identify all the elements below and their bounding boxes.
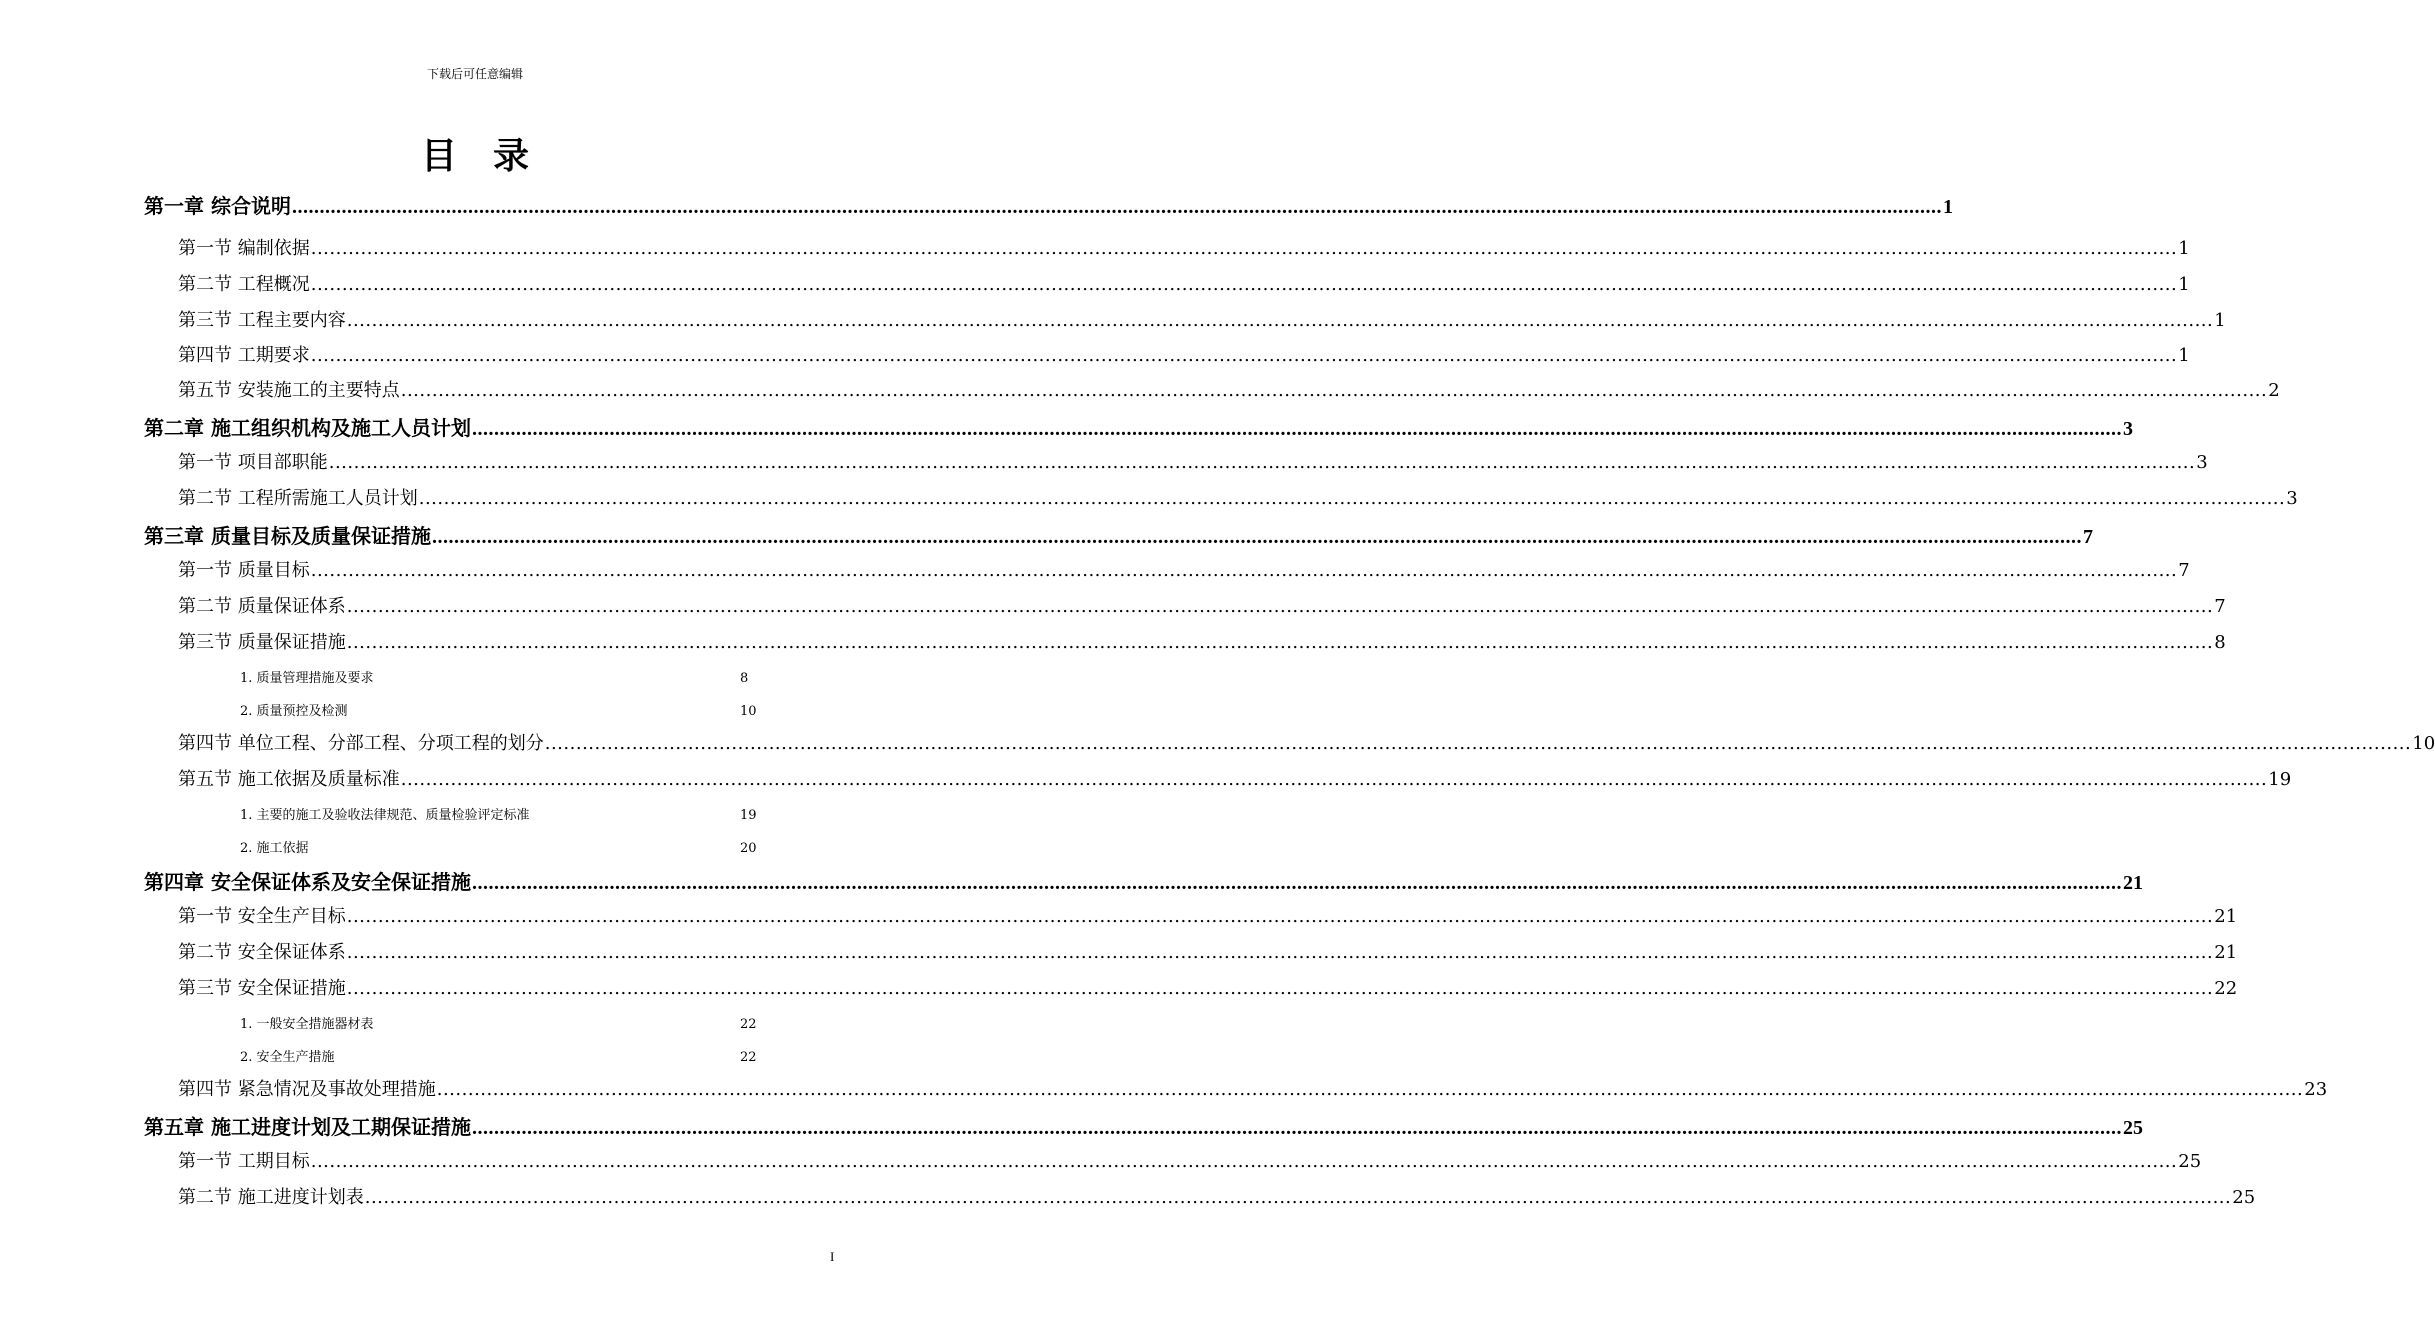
toc-chapter-entry[interactable] <box>144 1111 2143 1140</box>
toc-entry-page-number: 10 <box>740 704 757 719</box>
toc-dot-leader: ............................................................................................................................................................................................................................................................................................................ <box>471 1117 2122 1139</box>
toc-entry-label: 第五节 安装施工的主要特点 <box>178 380 400 401</box>
toc-dot-leader: ............................................................................................................................................................................................................................................................................................................ <box>346 978 2214 999</box>
toc-entry-label: 1. 一般安全措施器材表 <box>240 1017 374 1032</box>
toc-entry-page-number: 10 <box>2412 733 2435 754</box>
toc-entry-label: 第二节 工程所需施工人员计划 <box>178 488 418 509</box>
toc-entry-page-number: 1 <box>2214 310 2226 331</box>
toc-entry-label: 第三章 质量目标及质量保证措施 <box>144 524 431 548</box>
toc-entry-page-number: 2 <box>2268 380 2280 401</box>
toc-section-entry[interactable] <box>178 341 2190 367</box>
toc-subsection-entry[interactable] <box>240 837 800 856</box>
toc-entry-label: 第二章 施工组织机构及施工人员计划 <box>144 416 471 440</box>
toc-chapter-entry[interactable] <box>144 412 2133 441</box>
toc-entry-label: 第二节 质量保证体系 <box>178 596 346 617</box>
toc-dot-leader: ............................................................................................................................................................................................................................................................................................................ <box>364 1187 2232 1208</box>
toc-entry-page-number: 1 <box>2178 274 2190 295</box>
toc-subsection-entry[interactable] <box>240 804 800 823</box>
toc-entry-label: 第三节 工程主要内容 <box>178 310 346 331</box>
toc-entry-page-number: 25 <box>2232 1187 2256 1208</box>
toc-entry-label: 第五节 施工依据及质量标准 <box>178 769 400 790</box>
toc-entry-page-number: 20 <box>740 841 757 856</box>
toc-section-entry[interactable] <box>178 376 2280 402</box>
toc-entry-page-number: 19 <box>740 808 757 823</box>
toc-subsection-entry[interactable] <box>240 1046 800 1065</box>
toc-dot-leader: ............................................................................................................................................................................................................................................................................................................ <box>400 380 2268 401</box>
toc-section-entry[interactable] <box>178 1147 2202 1173</box>
toc-entry-label: 2. 施工依据 <box>240 841 309 856</box>
toc-entry-page-number: 3 <box>2286 488 2298 509</box>
toc-entry-label: 第一节 项目部职能 <box>178 452 328 473</box>
toc-dot-leader: ............................................................................................................................................................................................................................................................................................................ <box>310 560 2178 581</box>
toc-dot-leader: ............................................................................................................................................................................................................................................................................................................ <box>544 733 2412 754</box>
toc-section-entry[interactable] <box>178 729 2435 755</box>
toc-dot-leader: ............................................................................................................................................................................................................................................................................................................ <box>310 345 2178 366</box>
toc-entry-page-number: 8 <box>2214 632 2226 653</box>
toc-section-entry[interactable] <box>178 765 2292 791</box>
toc-entry-page-number: 7 <box>2082 526 2093 548</box>
toc-chapter-entry[interactable] <box>144 520 2093 549</box>
toc-entry-label: 2. 质量预控及检测 <box>240 704 348 719</box>
toc-section-entry[interactable] <box>178 628 2226 654</box>
toc-dot-leader: ............................................................................................................................................................................................................................................................................................................ <box>346 596 2214 617</box>
toc-dot-leader: ............................................................................................................................................................................................................................................................................................................ <box>436 1079 2304 1100</box>
toc-entry-label: 第四章 安全保证体系及安全保证措施 <box>144 870 471 894</box>
toc-chapter-entry[interactable] <box>144 866 2143 895</box>
toc-chapter-entry[interactable] <box>144 190 1953 219</box>
page-header: 下载后可任意编辑 <box>426 67 523 81</box>
toc-section-entry[interactable] <box>178 938 2238 964</box>
toc-dot-leader: ............................................................................................................................................................................................................................................................................................................ <box>471 872 2122 894</box>
toc-entry-label: 第一节 编制依据 <box>178 238 310 259</box>
toc-entry-page-number: 7 <box>2178 560 2190 581</box>
toc-entry-page-number: 22 <box>740 1017 757 1032</box>
toc-section-entry[interactable] <box>178 1183 2256 1209</box>
toc-subsection-entry[interactable] <box>240 667 800 686</box>
toc-entry-label: 第三节 安全保证措施 <box>178 978 346 999</box>
toc-dot-leader: ............................................................................................................................................................................................................................................................................................................ <box>346 632 2214 653</box>
toc-section-entry[interactable] <box>178 448 2208 474</box>
toc-entry-label: 第四节 紧急情况及事故处理措施 <box>178 1079 436 1100</box>
toc-entry-label: 1. 主要的施工及验收法律规范、质量检验评定标准 <box>240 808 530 823</box>
toc-section-entry[interactable] <box>178 1075 2328 1101</box>
toc-entry-label: 1. 质量管理措施及要求 <box>240 671 374 686</box>
toc-dot-leader: ............................................................................................................................................................................................................................................................................................................ <box>418 488 2286 509</box>
toc-entry-label: 第一章 综合说明 <box>144 194 291 218</box>
toc-section-entry[interactable] <box>178 592 2226 618</box>
toc-entry-page-number: 1 <box>1942 196 1953 218</box>
toc-dot-leader: ............................................................................................................................................................................................................................................................................................................ <box>291 196 1942 218</box>
toc-dot-leader: ............................................................................................................................................................................................................................................................................................................ <box>346 942 2214 963</box>
toc-entry-label: 第一节 质量目标 <box>178 560 310 581</box>
toc-dot-leader: ............................................................................................................................................................................................................................................................................................................ <box>471 418 2122 440</box>
toc-entry-page-number: 21 <box>2214 942 2238 963</box>
toc-entry-page-number: 25 <box>2178 1151 2202 1172</box>
toc-entry-page-number: 3 <box>2196 452 2208 473</box>
toc-section-entry[interactable] <box>178 234 2190 260</box>
toc-section-entry[interactable] <box>178 556 2190 582</box>
toc-entry-page-number: 22 <box>2214 978 2238 999</box>
toc-entry-label: 第二节 工程概况 <box>178 274 310 295</box>
toc-entry-page-number: 7 <box>2214 596 2226 617</box>
toc-entry-page-number: 21 <box>2214 906 2238 927</box>
toc-dot-leader: ............................................................................................................................................................................................................................................................................................................ <box>400 769 2268 790</box>
toc-dot-leader: ............................................................................................................................................................................................................................................................................................................ <box>431 526 2082 548</box>
toc-section-entry[interactable] <box>178 270 2190 296</box>
toc-dot-leader: ............................................................................................................................................................................................................................................................................................................ <box>346 906 2214 927</box>
toc-entry-page-number: 21 <box>2122 872 2143 894</box>
toc-dot-leader: ............................................................................................................................................................................................................................................................................................................ <box>310 1151 2178 1172</box>
toc-dot-leader: ............................................................................................................................................................................................................................................................................................................ <box>310 274 2178 295</box>
toc-dot-leader: ............................................................................................................................................................................................................................................................................................................ <box>310 238 2178 259</box>
toc-entry-label: 第一节 安全生产目标 <box>178 906 346 927</box>
toc-entry-label: 第二节 安全保证体系 <box>178 942 346 963</box>
toc-entry-label: 第四节 工期要求 <box>178 345 310 366</box>
toc-entry-label: 第三节 质量保证措施 <box>178 632 346 653</box>
toc-section-entry[interactable] <box>178 306 2226 332</box>
toc-entry-page-number: 1 <box>2178 345 2190 366</box>
toc-subsection-entry[interactable] <box>240 700 800 719</box>
toc-subsection-entry[interactable] <box>240 1013 800 1032</box>
toc-entry-page-number: 3 <box>2122 418 2133 440</box>
toc-entry-page-number: 23 <box>2304 1079 2328 1100</box>
page-title: 目录 <box>420 135 565 177</box>
toc-entry-label: 第一节 工期目标 <box>178 1151 310 1172</box>
page-number: I <box>830 1249 835 1264</box>
toc-entry-label: 第四节 单位工程、分部工程、分项工程的划分 <box>178 733 544 754</box>
toc-dot-leader: ............................................................................................................................................................................................................................................................................................................ <box>328 452 2196 473</box>
toc-section-entry[interactable] <box>178 902 2238 928</box>
toc-entry-label: 第二节 施工进度计划表 <box>178 1187 364 1208</box>
toc-dot-leader: ............................................................................................................................................................................................................................................................................................................ <box>346 310 2214 331</box>
toc-entry-page-number: 19 <box>2268 769 2292 790</box>
toc-section-entry[interactable] <box>178 484 2298 510</box>
toc-entry-label: 第五章 施工进度计划及工期保证措施 <box>144 1115 471 1139</box>
toc-entry-page-number: 22 <box>740 1050 757 1065</box>
toc-entry-page-number: 25 <box>2122 1117 2143 1139</box>
toc-section-entry[interactable] <box>178 974 2238 1000</box>
toc-entry-page-number: 8 <box>740 671 749 686</box>
toc-entry-label: 2. 安全生产措施 <box>240 1050 335 1065</box>
toc-entry-page-number: 1 <box>2178 238 2190 259</box>
